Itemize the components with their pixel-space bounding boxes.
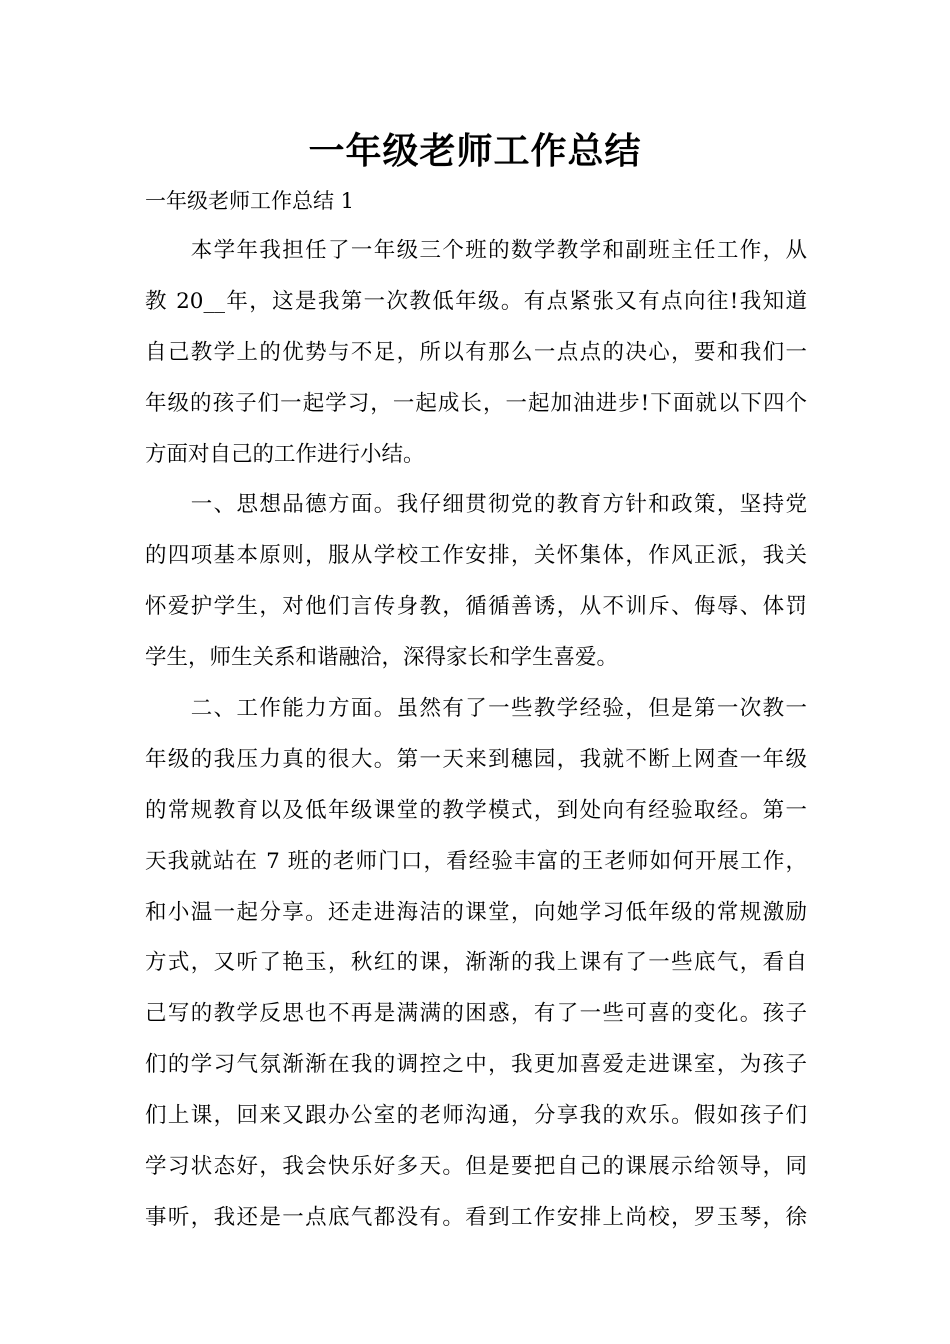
text-line: 学习状态好，我会快乐好多天。但是要把自己的课展示给领导，同 (145, 1154, 807, 1180)
text-line: 自己教学上的优势与不足，所以有那么一点点的决心，要和我们一 (145, 339, 807, 365)
text-line: 一、思想品德方面。我仔细贯彻党的教育方针和政策，坚持党 (145, 492, 807, 518)
text-line: 们上课，回来又跟办公室的老师沟通，分享我的欢乐。假如孩子们 (145, 1103, 807, 1129)
text-line: 学生，师生关系和谐融洽，深得家长和学生喜爱。 (145, 645, 619, 671)
text-line: 年级的我压力真的很大。第一天来到穗园，我就不断上网查一年级 (145, 746, 807, 772)
section-heading: 一年级老师工作总结 1 (145, 189, 355, 213)
text-line: 二、工作能力方面。虽然有了一些教学经验，但是第一次教一 (145, 696, 807, 722)
text-line: 的四项基本原则，服从学校工作安排，关怀集体，作风正派，我关 (145, 543, 807, 569)
text-line: 和小温一起分享。还走进海洁的课堂，向她学习低年级的常规激励 (145, 899, 807, 925)
document-title: 一年级老师工作总结 (308, 131, 642, 172)
text-line: 天我就站在 7 班的老师门口，看经验丰富的王老师如何开展工作， (145, 848, 807, 874)
text-line: 己写的教学反思也不再是满满的困惑，有了一些可喜的变化。孩子 (145, 1001, 807, 1027)
text-line: 本学年我担任了一年级三个班的数学教学和副班主任工作，从 (145, 238, 807, 263)
body-text (145, 234, 807, 1252)
text-line: 年级的孩子们一起学习，一起成长，一起加油进步!下面就以下四个 (145, 390, 807, 416)
text-line: 方式，又听了艳玉，秋红的课，渐渐的我上课有了一些底气，看自 (145, 950, 807, 976)
text-line: 教 20__年，这是我第一次教低年级。有点紧张又有点向往!我知道 (145, 288, 807, 314)
text-line: 的常规教育以及低年级课堂的教学模式，到处向有经验取经。第一 (145, 797, 807, 823)
text-line: 事听，我还是一点底气都没有。看到工作安排上尚校，罗玉琴，徐 (145, 1204, 807, 1230)
text-line: 方面对自己的工作进行小结。 (145, 441, 425, 467)
text-line: 怀爱护学生，对他们言传身教，循循善诱，从不训斥、侮辱、体罚 (145, 594, 807, 620)
text-line: 们的学习气氛渐渐在我的调控之中，我更加喜爱走进课室，为孩子 (145, 1052, 807, 1078)
